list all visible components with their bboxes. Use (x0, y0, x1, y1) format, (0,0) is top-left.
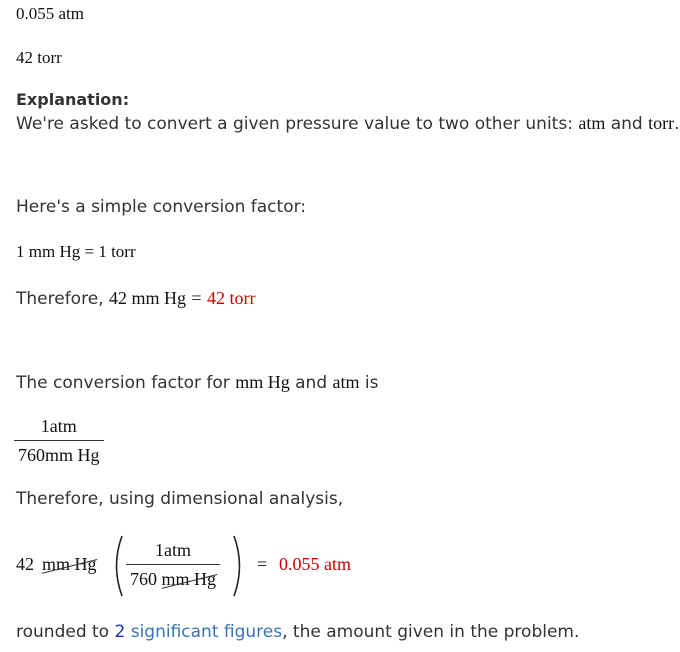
factor-post: is (359, 373, 379, 393)
intro-unit-torr: torr (648, 113, 675, 133)
intro-text (16, 113, 680, 134)
calc-unit-cancelled: mm Hg (42, 554, 97, 574)
right-parenthesis (232, 534, 246, 598)
therefore1-label: Therefore, (16, 289, 109, 309)
factor-unit-mmhg: mm Hg (235, 372, 290, 392)
dimensional-text: Therefore, using dimensional analysis, (16, 489, 344, 509)
answer-torr: 42 torr (16, 48, 62, 67)
conversion-fraction (14, 416, 104, 466)
eq1-rhs: 1 torr (98, 242, 136, 261)
eq1-lhs: 1 mm Hg (16, 242, 81, 261)
calc-equals: = (257, 554, 268, 574)
equation-mmhg-torr (16, 242, 136, 262)
intro-mid: and (605, 114, 649, 134)
calc-fraction (126, 540, 220, 590)
factor-pre: The conversion factor for (16, 373, 236, 393)
calc-den-unit-cancelled: mm Hg (161, 569, 217, 589)
footer-number: 2 (114, 622, 126, 642)
intro-unit-atm: atm (578, 113, 606, 133)
therefore1-equals: = (191, 288, 202, 308)
answer-atm: 0.055 atm (16, 4, 84, 23)
footer-post: , the amount given in the problem. (282, 622, 580, 642)
therefore-torr-line (16, 288, 255, 309)
factor-text (16, 372, 379, 393)
footer-pre: rounded to (16, 622, 115, 642)
therefore1-lhs: 42 mm Hg (108, 288, 186, 308)
intro-pre: We're asked to convert a given pressure value to two other units: (16, 114, 579, 134)
calc-numerator: 1atm (155, 540, 191, 560)
calc-result: 0.055 atm (279, 554, 351, 574)
factor-denominator: 760mm Hg (14, 440, 104, 466)
eq1-equals: = (84, 242, 95, 261)
intro-post: . (674, 114, 680, 134)
simple-factor-text: Here's a simple conversion factor: (16, 197, 307, 217)
calc-value: 42 (16, 554, 34, 574)
calc-den-value: 760 (130, 569, 157, 589)
factor-mid: and (289, 373, 333, 393)
factor-numerator: 1atm (40, 416, 77, 436)
footer-text (16, 622, 579, 642)
significant-figures-link[interactable]: significant figures (130, 622, 283, 642)
factor-unit-atm: atm (332, 372, 360, 392)
explanation-heading: Explanation: (16, 90, 130, 109)
therefore1-result: 42 torr (206, 288, 256, 308)
left-parenthesis (110, 534, 124, 598)
